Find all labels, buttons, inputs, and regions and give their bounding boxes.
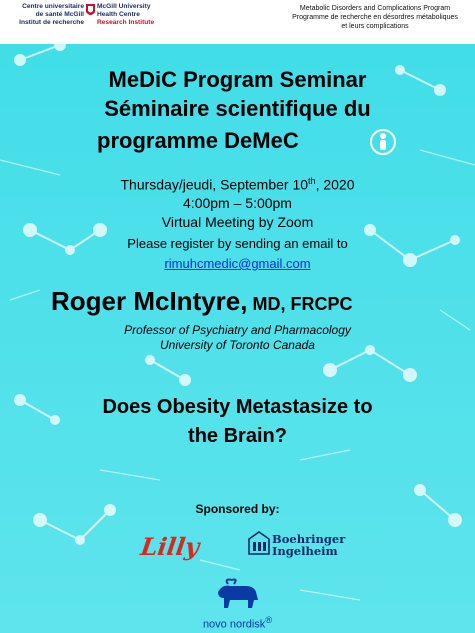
date-prefix: Thursday/jeudi, September 10 xyxy=(120,176,309,193)
program-line3: et leurs complications xyxy=(341,23,409,30)
logo-right-line1: McGill University xyxy=(97,3,151,10)
speaker-credentials: MD, FRCPC xyxy=(247,294,353,314)
program-line1: Metabolic Disorders and Complications Program xyxy=(299,5,451,12)
event-date xyxy=(0,176,475,193)
talk-title-line1: Does Obesity Metastasize to xyxy=(102,396,373,418)
talk-title-line2: the Brain? xyxy=(188,425,287,447)
novo-nordisk-logo xyxy=(0,615,475,631)
muhc-logo xyxy=(4,3,84,27)
logo-left-line3: Institut de recherche xyxy=(19,19,84,26)
boehringer-logo-icon xyxy=(248,531,270,555)
program-line2: Programme de recherche en désordres métaboliques xyxy=(292,14,458,21)
title-line1: MeDiC Program Seminar xyxy=(108,67,367,92)
speaker-name-text: Roger McIntyre, xyxy=(51,286,248,316)
apis-bull-icon xyxy=(212,578,262,614)
novo-registered-mark: ® xyxy=(265,615,273,625)
shield-icon xyxy=(86,4,95,18)
bi-line1: Boehringer xyxy=(272,532,346,546)
date-ordinal: th xyxy=(308,176,316,186)
header-bar xyxy=(0,0,475,44)
logo-right-line2: Health Centre xyxy=(97,11,140,18)
program-name xyxy=(280,4,470,31)
lilly-logo: Lilly xyxy=(138,532,202,561)
event-format: Virtual Meeting by Zoom xyxy=(161,214,314,230)
mcgill-health-logo xyxy=(97,3,187,27)
title-line3: programme DeMeC xyxy=(97,128,299,153)
novo-text: novo nordisk xyxy=(202,618,266,631)
boehringer-logo-text xyxy=(272,533,345,557)
event-time: 4:00pm – 5:00pm xyxy=(183,195,292,211)
bi-line2: Ingelheim xyxy=(272,544,338,558)
speaker-name xyxy=(51,286,353,317)
register-instruction: Please register by sending an email to xyxy=(127,236,348,251)
title-line2: Séminaire scientifique du xyxy=(104,96,371,121)
sponsored-label: Sponsored by: xyxy=(195,502,280,516)
logo-left-line1: Centre universitaire xyxy=(22,3,84,10)
logo-right-line3: Research Institute xyxy=(97,19,155,26)
logo-left-line2: de santé McGill xyxy=(35,11,84,18)
speaker-institution: University of Toronto Canada xyxy=(160,338,315,352)
person-icon xyxy=(368,127,398,157)
speaker-position: Professor of Psychiatry and Pharmacology xyxy=(124,323,351,337)
date-suffix: , 2020 xyxy=(315,176,355,193)
register-email-link[interactable]: rimuhcmedic@gmail.com xyxy=(164,256,311,271)
